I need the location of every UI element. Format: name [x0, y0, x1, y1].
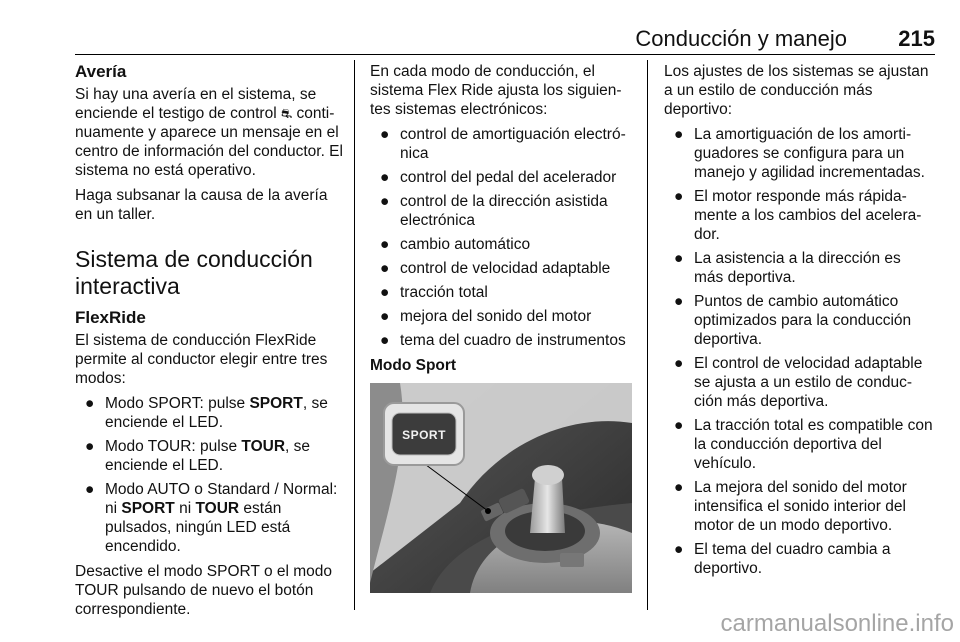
list-item-text: La mejora del sonido del motor intensifica el sonido interior del motor de un modo deportivo. [694, 479, 907, 534]
averia-paragraph [75, 85, 343, 180]
list-item-text: El tema del cuadro cambia a deportivo. [694, 541, 891, 577]
page-title: Conducción y manejo [635, 26, 847, 51]
flexride-paragraph: El sistema de conducción FlexRide permite al conductor elegir entre tres modos: [75, 332, 328, 387]
bullet-icon: ● [674, 541, 684, 558]
sport-mode-heading: Modo Sport [370, 357, 457, 374]
console-illustration [370, 383, 632, 593]
bullet-icon: ● [85, 395, 95, 412]
list-item [664, 478, 934, 535]
section-heading: Sistema de conducción interactiva [75, 246, 313, 299]
bullet-icon: ● [85, 481, 95, 498]
flexride-heading: FlexRide [75, 308, 146, 327]
bullet-icon: ● [380, 236, 390, 253]
list-item [664, 249, 934, 287]
list-item [370, 259, 632, 278]
list-item-text: control de amortiguación electrónica [400, 126, 626, 162]
mode-text: Modo SPORT: pulse [105, 395, 250, 412]
list-item [370, 168, 632, 187]
averia-paragraph-2: Haga subsanar la causa de la avería en un taller. [75, 187, 328, 223]
averia-heading: Avería [75, 62, 127, 81]
list-item-text: control del pedal del acelerador [400, 169, 617, 186]
bullet-icon: ● [674, 293, 684, 310]
bullet-icon: ● [674, 479, 684, 496]
systems-intro: En cada modo de conducción, el sistema Flex Ride ajusta los siguientes sistemas electrónicos: [370, 63, 622, 118]
mode-text: Modo TOUR: pulse [105, 438, 242, 455]
column-1 [75, 62, 343, 625]
list-item [664, 540, 934, 578]
list-item-text: El control de velocidad adaptable se ajusta a un estilo de conducción más deportiva. [694, 355, 923, 410]
systems-list [370, 125, 632, 350]
page-header [75, 26, 935, 52]
column-2 [370, 62, 632, 387]
bullet-icon: ● [380, 284, 390, 301]
list-item-text: control de velocidad adaptable [400, 260, 611, 277]
list-item-text: La amortiguación de los amortiguadores se configura para un manejo y agilidad incrementadas. [694, 126, 925, 181]
mode-text: , se enciende el LED. [105, 395, 328, 431]
settings-list [664, 125, 934, 578]
list-item [370, 331, 632, 350]
list-item [75, 437, 343, 475]
list-item [664, 416, 934, 473]
modes-list [75, 394, 343, 556]
mode-text: Modo AUTO o Standard / Normal: ni [105, 481, 338, 517]
list-item-text: tracción total [400, 284, 488, 301]
list-item [664, 125, 934, 182]
sport-button-figure [370, 383, 632, 593]
bullet-icon: ● [674, 417, 684, 434]
mode-key: TOUR [241, 438, 286, 455]
list-item [370, 192, 632, 230]
mode-text: , se enciende el LED. [105, 438, 311, 474]
flexride-warning-icon: ⛐ [280, 106, 293, 121]
mode-text: ni [174, 500, 196, 517]
bullet-icon: ● [380, 193, 390, 210]
list-item-text: cambio automático [400, 236, 531, 253]
mode-key: TOUR [195, 500, 240, 517]
column-3 [664, 62, 934, 584]
list-item-text: La tracción total es compatible con la conducción deportiva del vehículo. [694, 417, 933, 472]
settings-intro: Los ajustes de los sistemas se ajustan a un estilo de conducción más deportivo: [664, 63, 929, 118]
list-item [664, 187, 934, 244]
deactivate-paragraph: Desactive el modo SPORT o el modo TOUR pulsando de nuevo el botón correspondiente. [75, 563, 333, 618]
list-item-text: El motor responde más rápidamente a los cambios del acelerador. [694, 188, 922, 243]
mode-key: SPORT [121, 500, 175, 517]
column-divider-1 [354, 60, 355, 610]
bullet-icon: ● [674, 188, 684, 205]
list-item [370, 307, 632, 326]
mode-text: están pulsados, ningún LED está encendido. [105, 500, 291, 555]
bullet-icon: ● [674, 250, 684, 267]
bullet-icon: ● [674, 355, 684, 372]
list-item-text: tema del cuadro de instrumentos [400, 332, 626, 349]
list-item [75, 480, 343, 556]
list-item-text: control de la dirección asistida electrónica [400, 193, 608, 229]
list-item-text: Puntos de cambio automático optimizados para la conducción deportiva. [694, 293, 912, 348]
list-item [75, 394, 343, 432]
averia-text-b: continuamente y aparece un mensaje en el centro de información del conductor. El sistema no está operativo. [75, 105, 343, 179]
list-item [370, 125, 632, 163]
averia-text-a: Si hay una avería en el sistema, se enciende el testigo de control [75, 86, 317, 122]
header-rule [75, 54, 935, 55]
list-item-text: mejora del sonido del motor [400, 308, 592, 325]
column-divider-2 [647, 60, 648, 610]
bullet-icon: ● [380, 169, 390, 186]
list-item [370, 283, 632, 302]
bullet-icon: ● [380, 260, 390, 277]
watermark: carmanualsonline.info [720, 610, 954, 637]
page-number: 215 [898, 26, 935, 51]
bullet-icon: ● [674, 126, 684, 143]
mode-key: SPORT [249, 395, 303, 412]
bullet-icon: ● [380, 126, 390, 143]
list-item [370, 235, 632, 254]
sport-button-label: SPORT [402, 428, 446, 442]
list-item-text: La asistencia a la dirección es más deportiva. [694, 250, 901, 286]
list-item [664, 292, 934, 349]
bullet-icon: ● [380, 332, 390, 349]
bullet-icon: ● [85, 438, 95, 455]
bullet-icon: ● [380, 308, 390, 325]
list-item [664, 354, 934, 411]
